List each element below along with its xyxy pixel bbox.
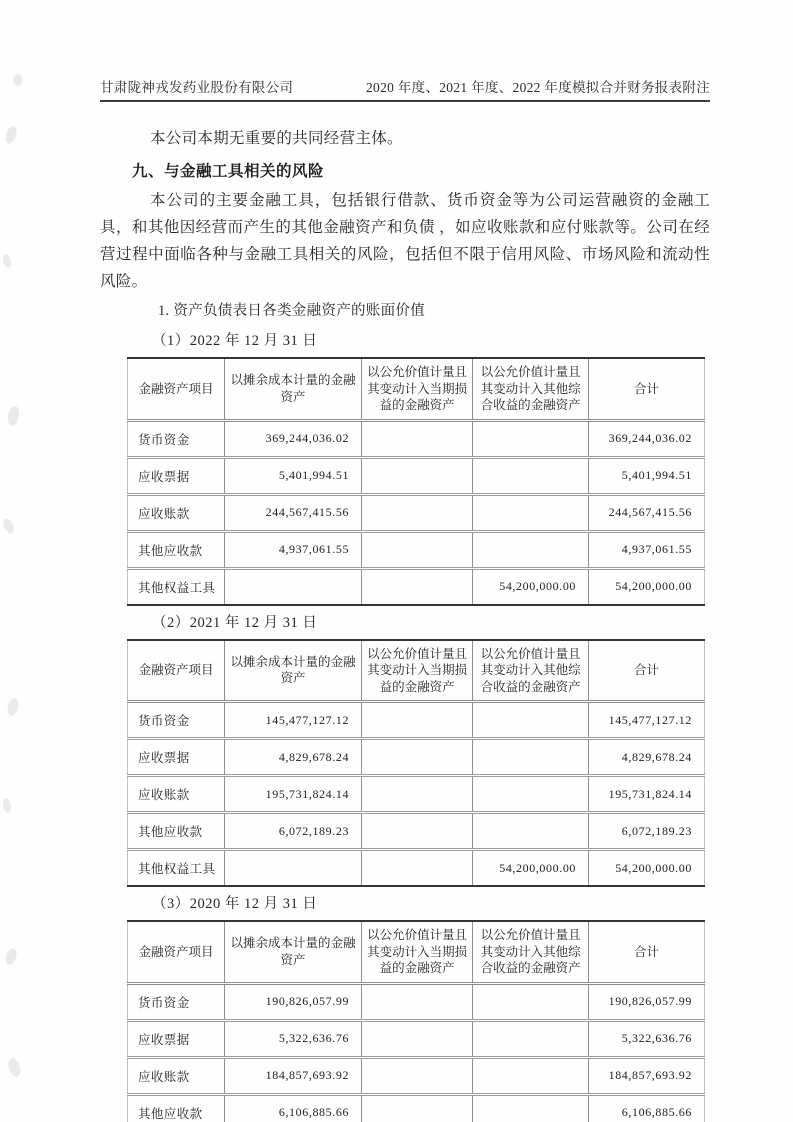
scan-smudge bbox=[1, 517, 16, 535]
amount-cell bbox=[362, 494, 473, 531]
amount-cell: 184,857,693.92 bbox=[224, 1057, 361, 1094]
row-label: 其他权益工具 bbox=[128, 850, 225, 887]
amount-cell: 5,401,994.51 bbox=[224, 457, 361, 494]
amount-cell bbox=[473, 531, 589, 568]
amount-cell bbox=[362, 1094, 473, 1122]
amount-cell bbox=[473, 1094, 589, 1122]
table-date-label-2021: （2）2021 年 12 月 31 日 bbox=[152, 614, 318, 631]
row-label: 应收账款 bbox=[128, 776, 225, 813]
page-header bbox=[100, 76, 710, 102]
table-row bbox=[128, 776, 705, 813]
row-label: 应收票据 bbox=[128, 457, 225, 494]
amount-cell: 54,200,000.00 bbox=[589, 850, 705, 887]
column-header: 合计 bbox=[589, 640, 705, 702]
amount-cell bbox=[224, 850, 361, 887]
scan-smudge bbox=[3, 125, 19, 145]
column-header: 以公允价值计量且其变动计入当期损益的金融资产 bbox=[362, 640, 473, 702]
amount-cell: 195,731,824.14 bbox=[589, 776, 705, 813]
amount-cell bbox=[473, 457, 589, 494]
amount-cell bbox=[473, 420, 589, 457]
table-row bbox=[128, 420, 705, 457]
amount-cell: 4,937,061.55 bbox=[589, 531, 705, 568]
row-label: 其他应收款 bbox=[128, 1094, 225, 1122]
amount-cell bbox=[473, 1020, 589, 1057]
row-label: 应收账款 bbox=[128, 1057, 225, 1094]
row-label: 应收票据 bbox=[128, 739, 225, 776]
amount-cell: 244,567,415.56 bbox=[589, 494, 705, 531]
amount-cell: 145,477,127.12 bbox=[589, 702, 705, 739]
column-header: 金融资产项目 bbox=[128, 358, 225, 420]
amount-cell: 369,244,036.02 bbox=[224, 420, 361, 457]
amount-cell: 244,567,415.56 bbox=[224, 494, 361, 531]
amount-cell bbox=[362, 531, 473, 568]
amount-cell: 6,106,885.66 bbox=[589, 1094, 705, 1122]
financial-assets-table-2022 bbox=[127, 357, 705, 606]
scan-smudge bbox=[1, 253, 12, 269]
scan-smudge bbox=[13, 74, 22, 86]
amount-cell bbox=[362, 983, 473, 1020]
amount-cell: 369,244,036.02 bbox=[589, 420, 705, 457]
amount-cell: 195,731,824.14 bbox=[224, 776, 361, 813]
amount-cell bbox=[362, 739, 473, 776]
company-name: 甘肃陇神戎发药业股份有限公司 bbox=[100, 80, 294, 95]
column-header: 以摊余成本计量的金融资产 bbox=[224, 358, 361, 420]
column-header: 以公允价值计量且其变动计入其他综合收益的金融资产 bbox=[473, 921, 589, 983]
column-header: 合计 bbox=[589, 358, 705, 420]
table-date-label-2020: （3）2020 年 12 月 31 日 bbox=[152, 896, 318, 912]
row-label: 其他应收款 bbox=[128, 531, 225, 568]
row-label: 应收票据 bbox=[128, 1020, 225, 1057]
amount-cell bbox=[362, 813, 473, 850]
subsection1-title: 1. 资产负债表日各类金融资产的账面价值 bbox=[158, 303, 425, 319]
amount-cell: 4,829,678.24 bbox=[589, 739, 705, 776]
amount-cell bbox=[473, 1057, 589, 1094]
report-title: 2020 年度、2021 年度、2022 年度模拟合并财务报表附注 bbox=[365, 80, 710, 95]
scan-smudge bbox=[2, 797, 12, 813]
row-label: 其他应收款 bbox=[128, 813, 225, 850]
table-header-row bbox=[128, 358, 705, 420]
amount-cell bbox=[362, 776, 473, 813]
table-row bbox=[128, 850, 705, 887]
amount-cell bbox=[473, 702, 589, 739]
table-header-row bbox=[128, 921, 705, 983]
amount-cell: 6,106,885.66 bbox=[224, 1094, 361, 1122]
table-row bbox=[128, 494, 705, 531]
section-title: 九、与金融工具相关的风险 bbox=[132, 163, 325, 180]
column-header: 以公允价值计量且其变动计入其他综合收益的金融资产 bbox=[473, 640, 589, 702]
table-row bbox=[128, 457, 705, 494]
scan-smudge bbox=[3, 947, 18, 966]
column-header: 以摊余成本计量的金融资产 bbox=[224, 921, 361, 983]
amount-cell bbox=[362, 568, 473, 605]
amount-cell: 4,829,678.24 bbox=[224, 739, 361, 776]
column-header: 合计 bbox=[589, 921, 705, 983]
amount-cell bbox=[473, 776, 589, 813]
table-row bbox=[128, 1057, 705, 1094]
amount-cell: 5,322,636.76 bbox=[589, 1020, 705, 1057]
table-date-label-2022: （1）2022 年 12 月 31 日 bbox=[152, 333, 318, 349]
amount-cell: 190,826,057.99 bbox=[224, 983, 361, 1020]
column-header: 以摊余成本计量的金融资产 bbox=[224, 640, 361, 702]
amount-cell bbox=[224, 568, 361, 605]
table-row bbox=[128, 1020, 705, 1057]
amount-cell: 54,200,000.00 bbox=[589, 568, 705, 605]
row-label: 货币资金 bbox=[128, 420, 225, 457]
table-row bbox=[128, 568, 705, 605]
amount-cell bbox=[362, 1057, 473, 1094]
amount-cell: 145,477,127.12 bbox=[224, 702, 361, 739]
amount-cell bbox=[362, 702, 473, 739]
section-intro-paragraph: 本公司的主要金融工具，包括银行借款、货币资金等为公司运营融资的金融工具，和其他因经营而产生的其他金融资产和负债 ，如应收账款和应付账款等。公司在经营过程中面临各种与金融工具相关的风险，包括但不限于信用风险、市场风险和流动性风险。 bbox=[100, 192, 710, 290]
table-row bbox=[128, 739, 705, 776]
amount-cell bbox=[362, 457, 473, 494]
financial-assets-table-2021 bbox=[127, 639, 705, 888]
amount-cell bbox=[473, 813, 589, 850]
table-row bbox=[128, 702, 705, 739]
financial-assets-table-2020 bbox=[127, 920, 705, 1122]
joint-venture-note: 本公司本期无重要的共同经营主体。 bbox=[150, 130, 403, 147]
amount-cell bbox=[362, 1020, 473, 1057]
column-header: 以公允价值计量且其变动计入当期损益的金融资产 bbox=[362, 921, 473, 983]
amount-cell bbox=[473, 739, 589, 776]
column-header: 以公允价值计量且其变动计入当期损益的金融资产 bbox=[362, 358, 473, 420]
amount-cell: 190,826,057.99 bbox=[589, 983, 705, 1020]
amount-cell: 54,200,000.00 bbox=[473, 850, 589, 887]
table-header-row bbox=[128, 640, 705, 702]
scan-smudge bbox=[6, 697, 20, 717]
table-row bbox=[128, 531, 705, 568]
scan-smudge bbox=[6, 1057, 22, 1078]
amount-cell: 54,200,000.00 bbox=[473, 568, 589, 605]
table-row bbox=[128, 983, 705, 1020]
scan-smudge bbox=[6, 405, 20, 427]
row-label: 应收账款 bbox=[128, 494, 225, 531]
amount-cell bbox=[362, 850, 473, 887]
amount-cell: 5,322,636.76 bbox=[224, 1020, 361, 1057]
table-row bbox=[128, 813, 705, 850]
row-label: 其他权益工具 bbox=[128, 568, 225, 605]
amount-cell bbox=[473, 983, 589, 1020]
column-header: 金融资产项目 bbox=[128, 640, 225, 702]
table-row bbox=[128, 1094, 705, 1122]
row-label: 货币资金 bbox=[128, 702, 225, 739]
amount-cell: 5,401,994.51 bbox=[589, 457, 705, 494]
amount-cell bbox=[362, 420, 473, 457]
amount-cell bbox=[473, 494, 589, 531]
row-label: 货币资金 bbox=[128, 983, 225, 1020]
amount-cell: 184,857,693.92 bbox=[589, 1057, 705, 1094]
column-header: 以公允价值计量且其变动计入其他综合收益的金融资产 bbox=[473, 358, 589, 420]
amount-cell: 4,937,061.55 bbox=[224, 531, 361, 568]
column-header: 金融资产项目 bbox=[128, 921, 225, 983]
amount-cell: 6,072,189.23 bbox=[589, 813, 705, 850]
amount-cell: 6,072,189.23 bbox=[224, 813, 361, 850]
